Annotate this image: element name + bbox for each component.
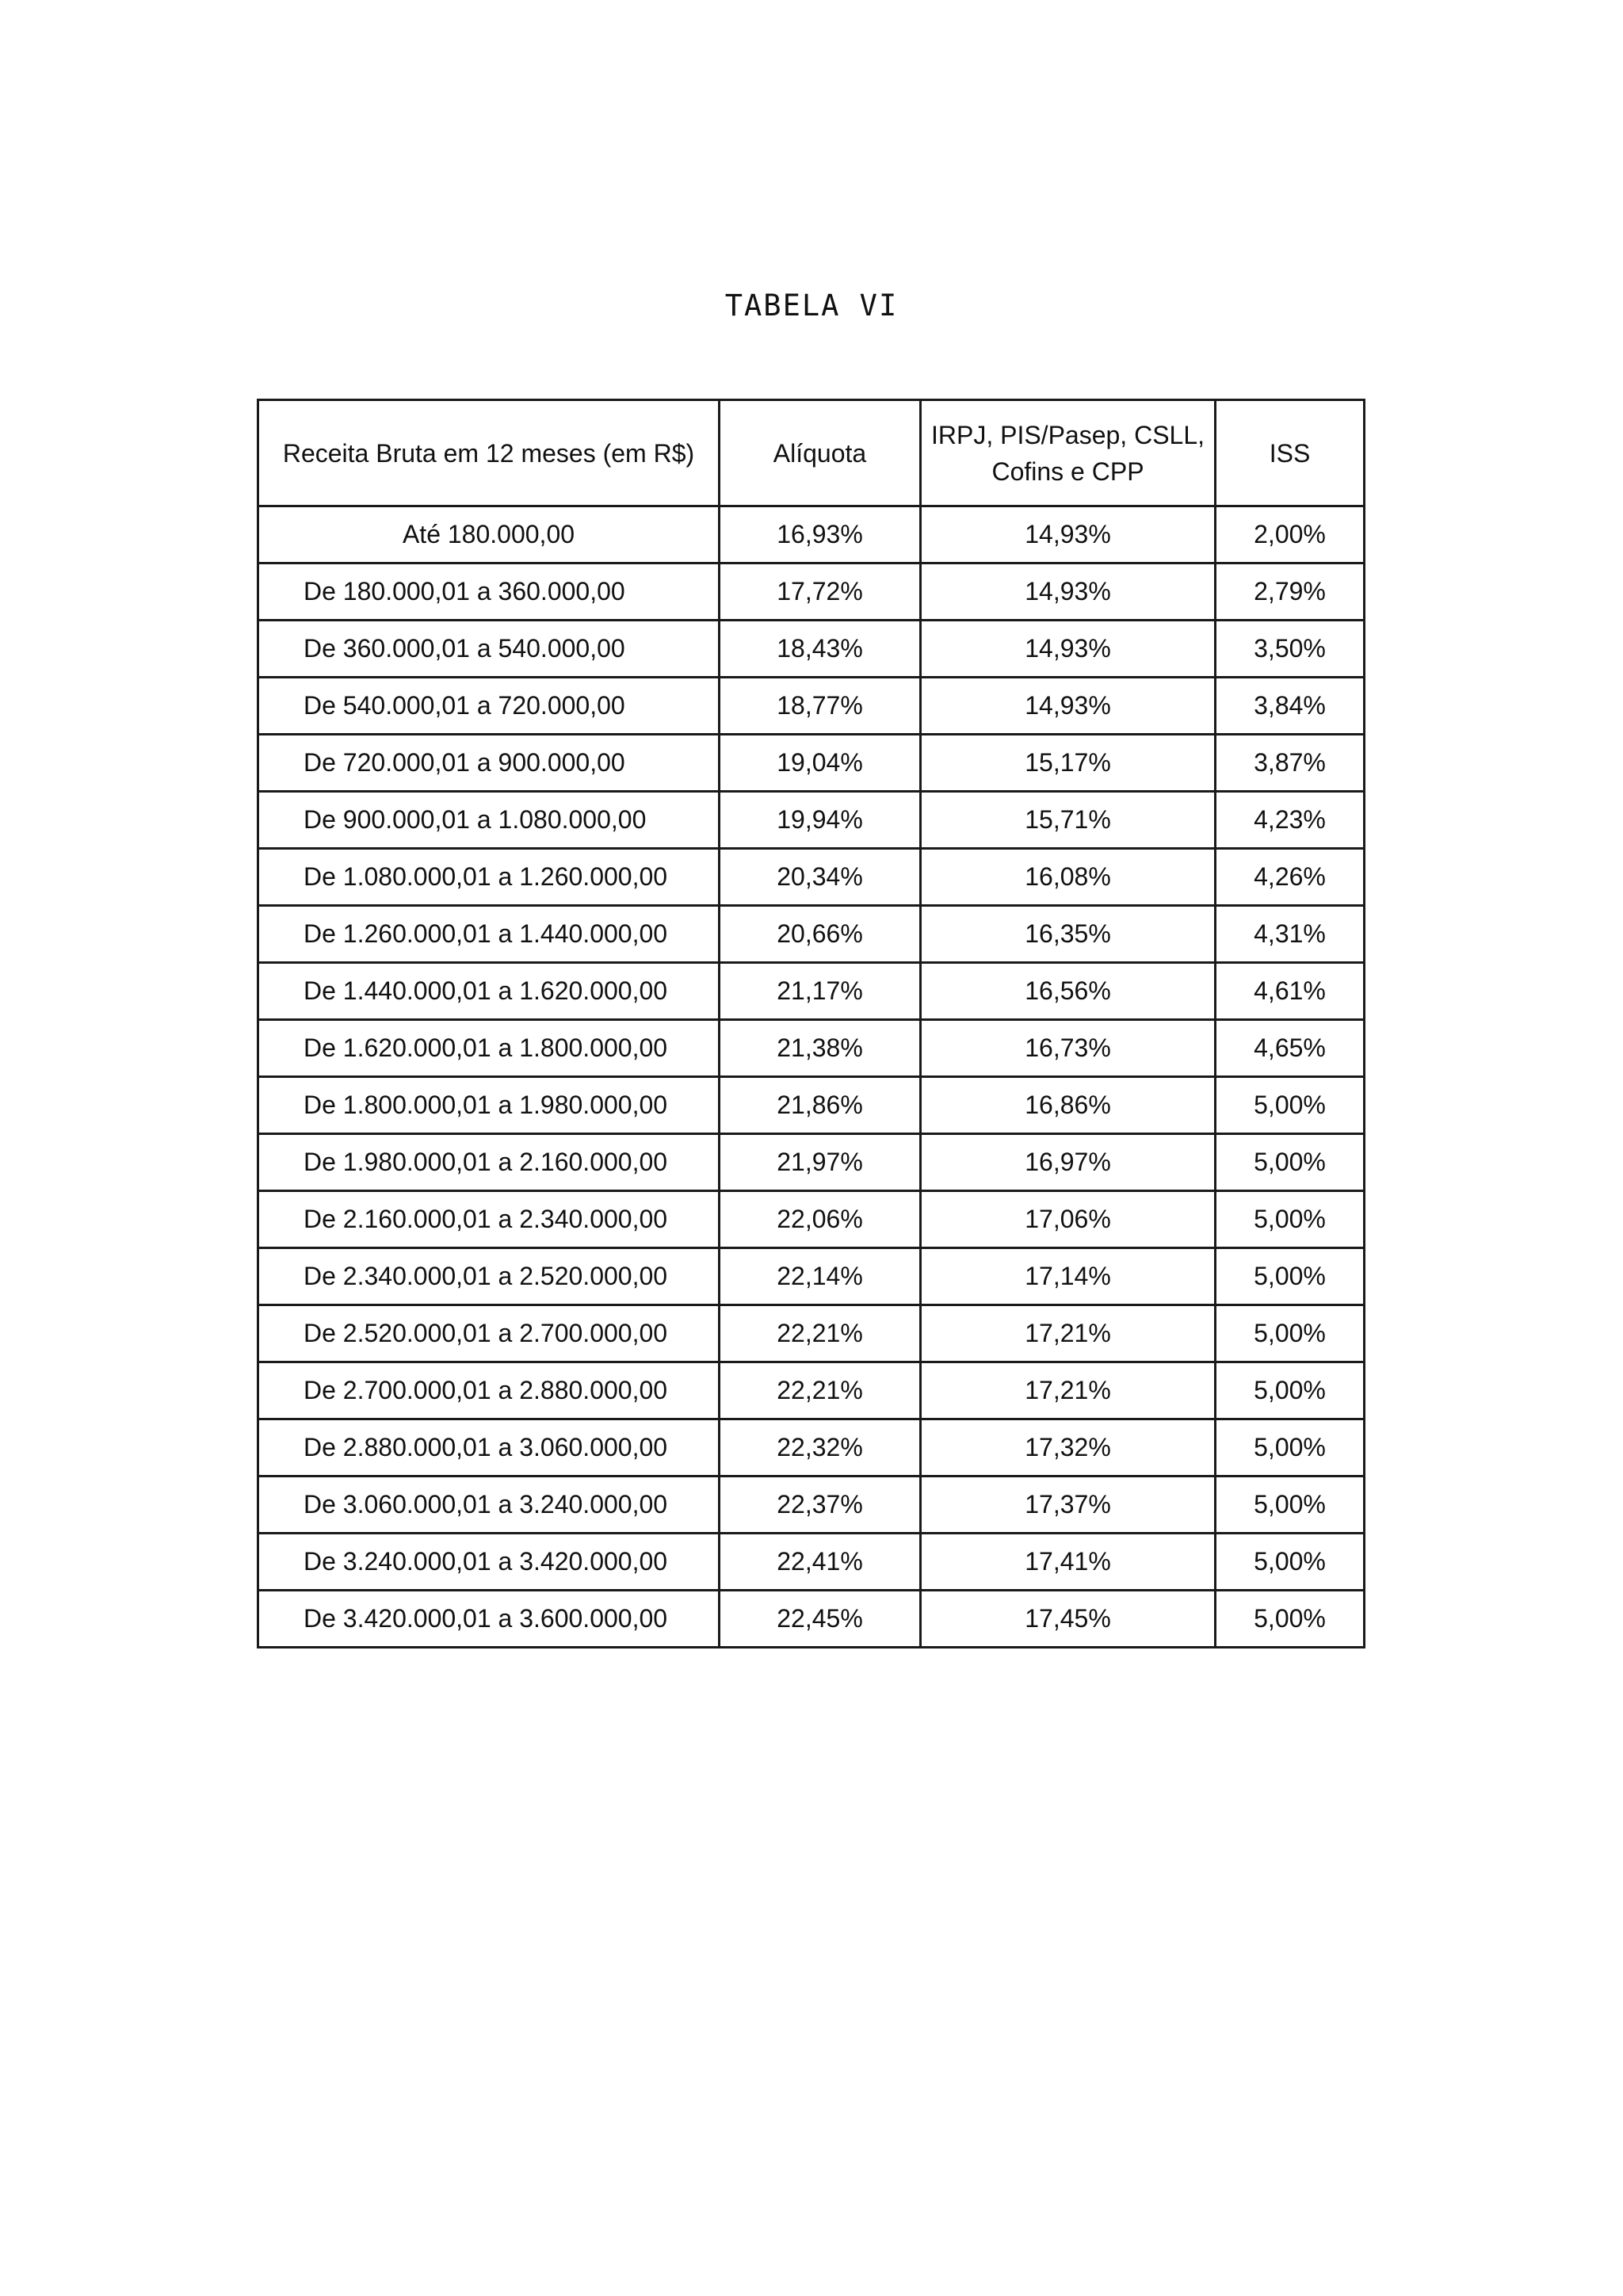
table-row	[258, 849, 1365, 906]
table-row	[258, 1534, 1365, 1591]
cell-aliquota: 18,77%	[720, 678, 921, 735]
table-header	[258, 400, 1365, 506]
cell-irpj-pis-csll-cofins-cpp: 16,86%	[921, 1077, 1216, 1134]
header-aliquota: Alíquota	[720, 400, 921, 506]
table-row	[258, 1305, 1365, 1362]
table-row	[258, 621, 1365, 678]
header-irpj-line-1: IRPJ, PIS/Pasep, CSLL,	[930, 420, 1205, 449]
cell-revenue-range: De 1.440.000,01 a 1.620.000,00	[258, 963, 720, 1020]
cell-irpj-pis-csll-cofins-cpp: 17,14%	[921, 1248, 1216, 1305]
cell-revenue-range: De 3.060.000,01 a 3.240.000,00	[258, 1477, 720, 1534]
table-row	[258, 678, 1365, 735]
table-row	[258, 963, 1365, 1020]
cell-iss: 5,00%	[1216, 1534, 1365, 1591]
cell-revenue-range: De 2.340.000,01 a 2.520.000,00	[258, 1248, 720, 1305]
cell-revenue-range: De 2.160.000,01 a 2.340.000,00	[258, 1191, 720, 1248]
cell-irpj-pis-csll-cofins-cpp: 16,97%	[921, 1134, 1216, 1191]
cell-iss: 5,00%	[1216, 1077, 1365, 1134]
table-row	[258, 506, 1365, 563]
cell-revenue-range: De 180.000,01 a 360.000,00	[258, 563, 720, 621]
table-row	[258, 906, 1365, 963]
cell-irpj-pis-csll-cofins-cpp: 16,35%	[921, 906, 1216, 963]
cell-aliquota: 21,86%	[720, 1077, 921, 1134]
cell-aliquota: 19,04%	[720, 735, 921, 792]
table-row	[258, 1248, 1365, 1305]
cell-irpj-pis-csll-cofins-cpp: 17,32%	[921, 1419, 1216, 1477]
cell-revenue-range: De 2.880.000,01 a 3.060.000,00	[258, 1419, 720, 1477]
cell-revenue-range: De 3.240.000,01 a 3.420.000,00	[258, 1534, 720, 1591]
cell-iss: 5,00%	[1216, 1419, 1365, 1477]
header-irpj-line-2: Cofins e CPP	[991, 457, 1144, 486]
cell-iss: 4,65%	[1216, 1020, 1365, 1077]
cell-iss: 5,00%	[1216, 1362, 1365, 1419]
cell-irpj-pis-csll-cofins-cpp: 16,73%	[921, 1020, 1216, 1077]
cell-aliquota: 22,21%	[720, 1305, 921, 1362]
cell-aliquota: 21,17%	[720, 963, 921, 1020]
cell-aliquota: 22,32%	[720, 1419, 921, 1477]
table-row	[258, 1134, 1365, 1191]
cell-iss: 3,50%	[1216, 621, 1365, 678]
cell-iss: 3,84%	[1216, 678, 1365, 735]
header-revenue-range: Receita Bruta em 12 meses (em R$)	[258, 400, 720, 506]
cell-iss: 4,23%	[1216, 792, 1365, 849]
cell-revenue-range: De 540.000,01 a 720.000,00	[258, 678, 720, 735]
cell-irpj-pis-csll-cofins-cpp: 14,93%	[921, 678, 1216, 735]
cell-iss: 5,00%	[1216, 1477, 1365, 1534]
cell-revenue-range: De 360.000,01 a 540.000,00	[258, 621, 720, 678]
cell-revenue-range: De 1.080.000,01 a 1.260.000,00	[258, 849, 720, 906]
cell-revenue-range: De 2.520.000,01 a 2.700.000,00	[258, 1305, 720, 1362]
cell-aliquota: 19,94%	[720, 792, 921, 849]
cell-iss: 2,79%	[1216, 563, 1365, 621]
table-row	[258, 1591, 1365, 1648]
cell-irpj-pis-csll-cofins-cpp: 14,93%	[921, 506, 1216, 563]
cell-aliquota: 22,45%	[720, 1591, 921, 1648]
cell-iss: 3,87%	[1216, 735, 1365, 792]
table-row	[258, 1419, 1365, 1477]
cell-irpj-pis-csll-cofins-cpp: 15,17%	[921, 735, 1216, 792]
header-row	[258, 400, 1365, 506]
table-row	[258, 735, 1365, 792]
cell-aliquota: 17,72%	[720, 563, 921, 621]
cell-iss: 5,00%	[1216, 1191, 1365, 1248]
cell-iss: 5,00%	[1216, 1591, 1365, 1648]
cell-iss: 5,00%	[1216, 1248, 1365, 1305]
header-iss: ISS	[1216, 400, 1365, 506]
cell-irpj-pis-csll-cofins-cpp: 17,45%	[921, 1591, 1216, 1648]
cell-aliquota: 22,06%	[720, 1191, 921, 1248]
cell-irpj-pis-csll-cofins-cpp: 14,93%	[921, 563, 1216, 621]
cell-iss: 2,00%	[1216, 506, 1365, 563]
cell-revenue-range: De 2.700.000,01 a 2.880.000,00	[258, 1362, 720, 1419]
cell-iss: 5,00%	[1216, 1305, 1365, 1362]
cell-aliquota: 20,66%	[720, 906, 921, 963]
cell-revenue-range: Até 180.000,00	[258, 506, 720, 563]
cell-revenue-range: De 900.000,01 a 1.080.000,00	[258, 792, 720, 849]
cell-irpj-pis-csll-cofins-cpp: 17,37%	[921, 1477, 1216, 1534]
cell-iss: 4,61%	[1216, 963, 1365, 1020]
cell-irpj-pis-csll-cofins-cpp: 16,08%	[921, 849, 1216, 906]
cell-aliquota: 22,14%	[720, 1248, 921, 1305]
cell-iss: 4,26%	[1216, 849, 1365, 906]
cell-aliquota: 21,97%	[720, 1134, 921, 1191]
cell-revenue-range: De 1.260.000,01 a 1.440.000,00	[258, 906, 720, 963]
table-row	[258, 563, 1365, 621]
cell-irpj-pis-csll-cofins-cpp: 17,21%	[921, 1362, 1216, 1419]
cell-aliquota: 22,37%	[720, 1477, 921, 1534]
cell-revenue-range: De 1.800.000,01 a 1.980.000,00	[258, 1077, 720, 1134]
cell-revenue-range: De 1.980.000,01 a 2.160.000,00	[258, 1134, 720, 1191]
table-row	[258, 1191, 1365, 1248]
table-row	[258, 792, 1365, 849]
table-row	[258, 1020, 1365, 1077]
cell-aliquota: 18,43%	[720, 621, 921, 678]
cell-irpj-pis-csll-cofins-cpp: 16,56%	[921, 963, 1216, 1020]
cell-revenue-range: De 3.420.000,01 a 3.600.000,00	[258, 1591, 720, 1648]
tax-rate-table	[257, 399, 1365, 1648]
table-row	[258, 1362, 1365, 1419]
cell-aliquota: 22,41%	[720, 1534, 921, 1591]
cell-irpj-pis-csll-cofins-cpp: 15,71%	[921, 792, 1216, 849]
cell-irpj-pis-csll-cofins-cpp: 17,06%	[921, 1191, 1216, 1248]
cell-revenue-range: De 1.620.000,01 a 1.800.000,00	[258, 1020, 720, 1077]
cell-iss: 4,31%	[1216, 906, 1365, 963]
cell-aliquota: 21,38%	[720, 1020, 921, 1077]
table-row	[258, 1077, 1365, 1134]
cell-aliquota: 20,34%	[720, 849, 921, 906]
table-body	[258, 506, 1365, 1648]
cell-aliquota: 22,21%	[720, 1362, 921, 1419]
cell-irpj-pis-csll-cofins-cpp: 17,21%	[921, 1305, 1216, 1362]
cell-irpj-pis-csll-cofins-cpp: 17,41%	[921, 1534, 1216, 1591]
cell-irpj-pis-csll-cofins-cpp: 14,93%	[921, 621, 1216, 678]
page-title: TABELA VI	[724, 288, 899, 323]
cell-revenue-range: De 720.000,01 a 900.000,00	[258, 735, 720, 792]
cell-aliquota: 16,93%	[720, 506, 921, 563]
header-irpj-pis-csll-cofins-cpp	[921, 400, 1216, 506]
table-row	[258, 1477, 1365, 1534]
cell-iss: 5,00%	[1216, 1134, 1365, 1191]
